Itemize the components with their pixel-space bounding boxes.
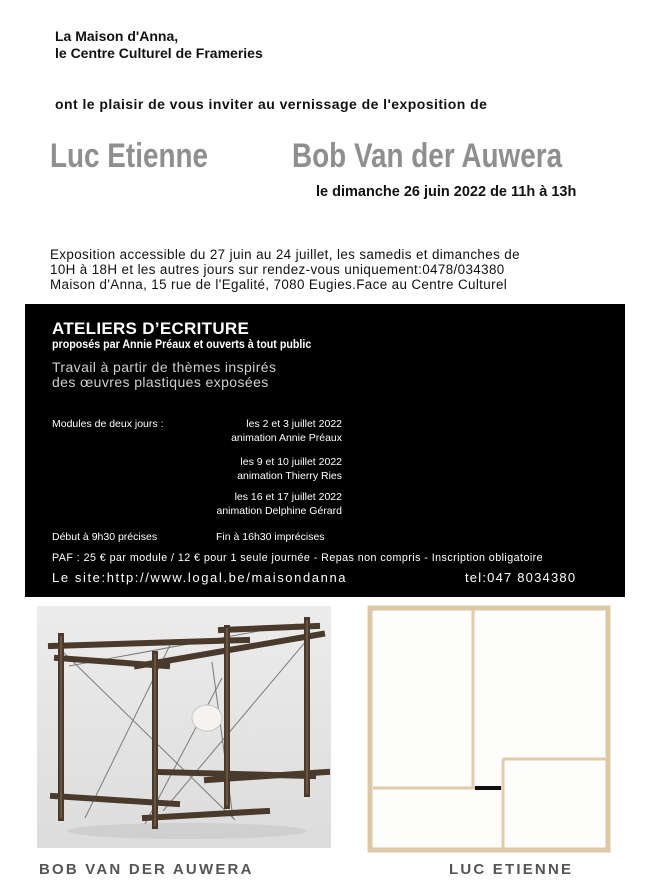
end-time: Fin à 16h30 imprécises [216,531,325,543]
organizer-line-1: La Maison d'Anna, [55,28,179,44]
ateliers-subtitle-prefix: proposés par [52,339,123,351]
caption-luc-etienne: LUC ETIENNE [449,861,574,878]
module-1-dates: les 2 et 3 juillet 2022 [246,418,342,430]
exhibition-info-line-3: Maison d'Anna, 15 rue de l'Egalité, 7080 Eugies.Face au Centre Culturel [50,277,508,292]
modules-label: Modules de deux jours : [52,418,164,430]
caption-bob-van-der-auwera: BOB VAN DER AUWERA [39,861,254,878]
ateliers-theme-line-2: des œuvres plastiques exposées [52,374,269,390]
phone-number: tel:047 8034380 [465,570,577,585]
module-2-animator: animation Thierry Ries [237,470,342,482]
invitation-text: ont le plaisir de vous inviter au vernissage de l'exposition de [55,96,488,112]
start-time: Début à 9h30 précises [52,531,158,543]
module-2-dates: les 9 et 10 juillet 2022 [240,456,342,468]
exhibition-info-line-1: Exposition accessible du 27 juin au 24 juillet, les samedis et dimanches de [50,247,520,262]
ateliers-subtitle-name: Annie Préaux [122,339,191,351]
sculpture-artwork-image [37,606,331,848]
artist-name-luc-etienne: Luc Etienne [50,137,209,175]
painting-artwork-image [367,604,613,856]
module-3-animator: animation Delphine Gérard [216,505,342,517]
ateliers-theme-line-1: Travail à partir de thèmes inspirés [52,359,277,375]
paf-pricing: PAF : 25 € par module / 12 € pour 1 seule journée - Repas non compris - Inscription obligatoire [52,552,544,564]
module-3-dates: les 16 et 17 juillet 2022 [234,491,342,503]
ateliers-title: ATELIERS D’ECRITURE [52,319,250,338]
ateliers-subtitle [52,339,311,351]
artist-name-bob-van-der-auwera: Bob Van der Auwera [292,137,563,175]
website-link[interactable]: Le site:http://www.logal.be/maisondanna [52,570,348,585]
module-1-animator: animation Annie Préaux [231,432,342,444]
organizer-line-2: le Centre Culturel de Frameries [55,45,263,61]
ateliers-subtitle-suffix: et ouverts à tout public [190,339,312,351]
painting-drawing [367,604,613,856]
sculpture-drawing [37,606,331,848]
exhibition-info-line-2: 10H à 18H et les autres jours sur rendez-vous uniquement:0478/034380 [50,262,505,277]
vernissage-date: le dimanche 26 juin 2022 de 11h à 13h [316,184,577,200]
ateliers-panel [25,304,625,597]
